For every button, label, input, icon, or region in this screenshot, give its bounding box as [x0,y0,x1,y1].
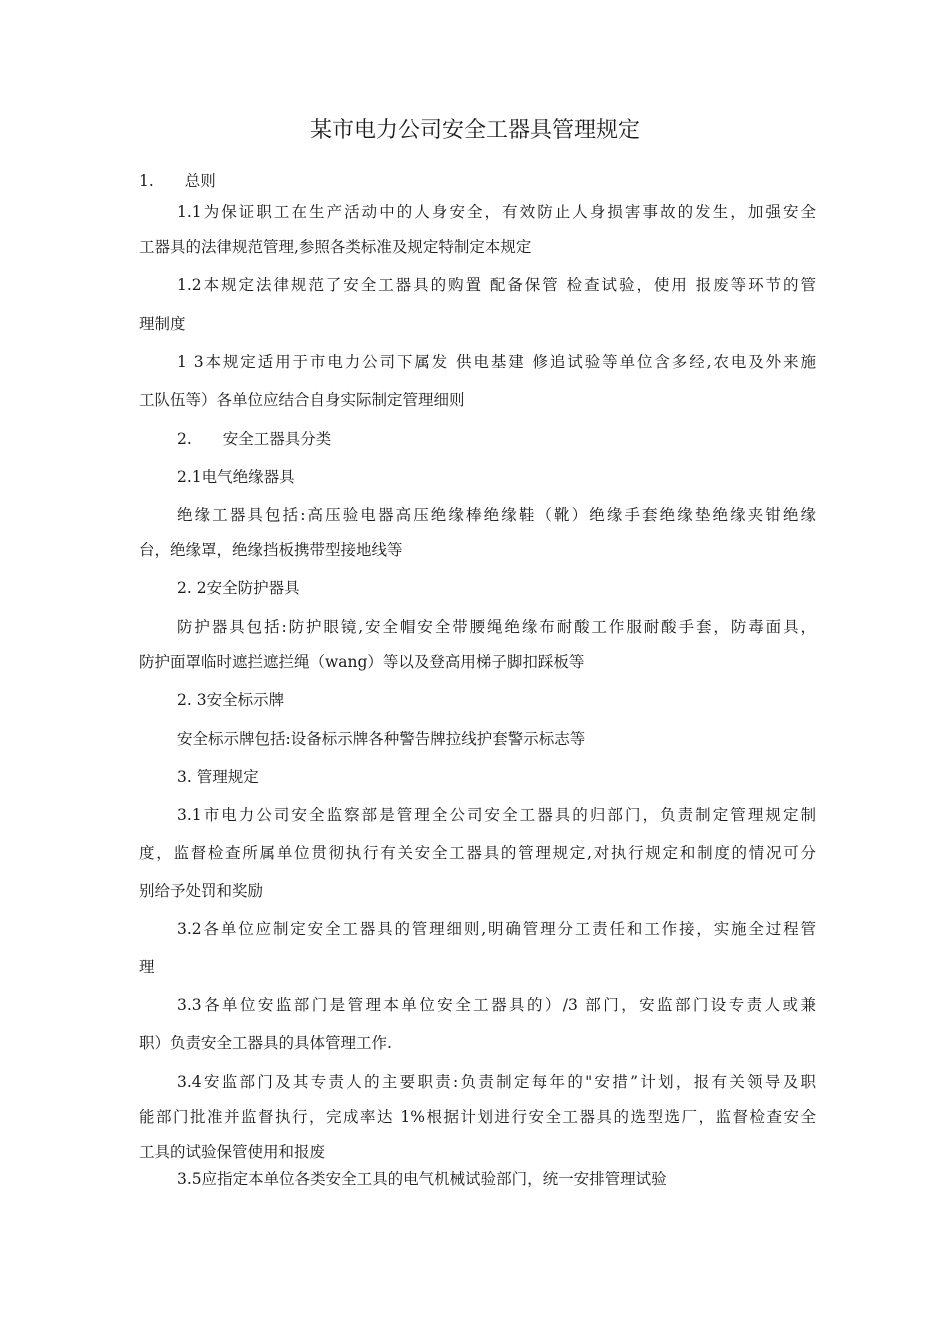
section-heading: 1. 总则 [139,172,216,190]
paragraph-line: 职）负责安全工器具的具体管理工作. [139,1034,392,1052]
paragraph-line: 3.5应指定本单位各类安全工具的电气机械试验部门，统一安排管理试验 [177,1170,667,1188]
paragraph-line: 别给予处罚和奖励 [139,882,264,900]
paragraph-line: 工具的试验保管使用和报废 [139,1143,326,1161]
paragraph-line: 度，监督检查所属单位贯彻执行有关安全工器具的管理规定,对执行规定和制度的情况可分 [139,844,816,862]
subsection-heading: 2. 2安全防护器具 [177,579,300,597]
paragraph-line: 1 3本规定适用于市电力公司下属发 供电基建 修追试验等单位含多经,农电及外来施 [177,353,816,371]
section-heading: 3. 管理规定 [177,768,259,786]
paragraph-line: 理制度 [139,315,186,333]
paragraph-line: 能部门批准并监督执行，完成率达 1%根据计划进行安全工器具的选型选厂，监督检查安全 [139,1108,816,1126]
paragraph-line: 安全标示牌包括:设备标示牌各种警告牌拉线护套警示标志等 [177,730,586,748]
paragraph-line: 工队伍等）各单位应结合自身实际制定管理细则 [139,391,465,409]
document-title: 某市电力公司安全工器具管理规定 [309,118,640,143]
paragraph-line: 3.2各单位应制定安全工器具的管理细则,明确管理分工责任和工作接，实施全过程管 [177,920,816,938]
subsection-heading: 2. 3安全标示牌 [177,691,285,709]
paragraph-line: 3.3各单位安监部门是管理本单位安全工器具的）/3 部门，安监部门设专责人或兼 [177,996,816,1014]
paragraph-line: 防护面罩临时遮拦遮拦绳（wang）等以及登高用梯子脚扣踩板等 [139,653,585,671]
paragraph-line: 1.1为保证职工在生产活动中的人身安全，有效防止人身损害事故的发生，加强安全 [177,203,816,221]
paragraph-line: 3.1市电力公司安全监察部是管理全公司安全工器具的归部门，负责制定管理规定制 [177,806,816,824]
section-heading: 2. 安全工器具分类 [177,430,332,448]
paragraph-line: 理 [139,958,155,976]
paragraph-line: 防护器具包括:防护眼镜,安全帽安全带腰绳绝缘布耐酸工作服耐酸手套，防毒面具， [177,618,816,636]
paragraph-line: 1.2本规定法律规范了安全工器具的购置 配备保管 检查试验，使用 报废等环节的管 [177,276,816,294]
paragraph-line: 台，绝缘罩，绝缘挡板携带型接地线等 [139,541,403,559]
paragraph-line: 绝缘工器具包括:高压验电器高压绝缘棒绝缘鞋（靴）绝缘手套绝缘垫绝缘夹钳绝缘 [177,506,816,524]
paragraph-line: 工器具的法律规范管理,参照各类标准及规定特制定本规定 [139,238,532,256]
subsection-heading: 2.1电气绝缘器具 [177,468,295,486]
paragraph-line: 3.4安监部门及其专责人的主要职责:负责制定每年的"安措”计划，报有关领导及职 [177,1073,816,1091]
